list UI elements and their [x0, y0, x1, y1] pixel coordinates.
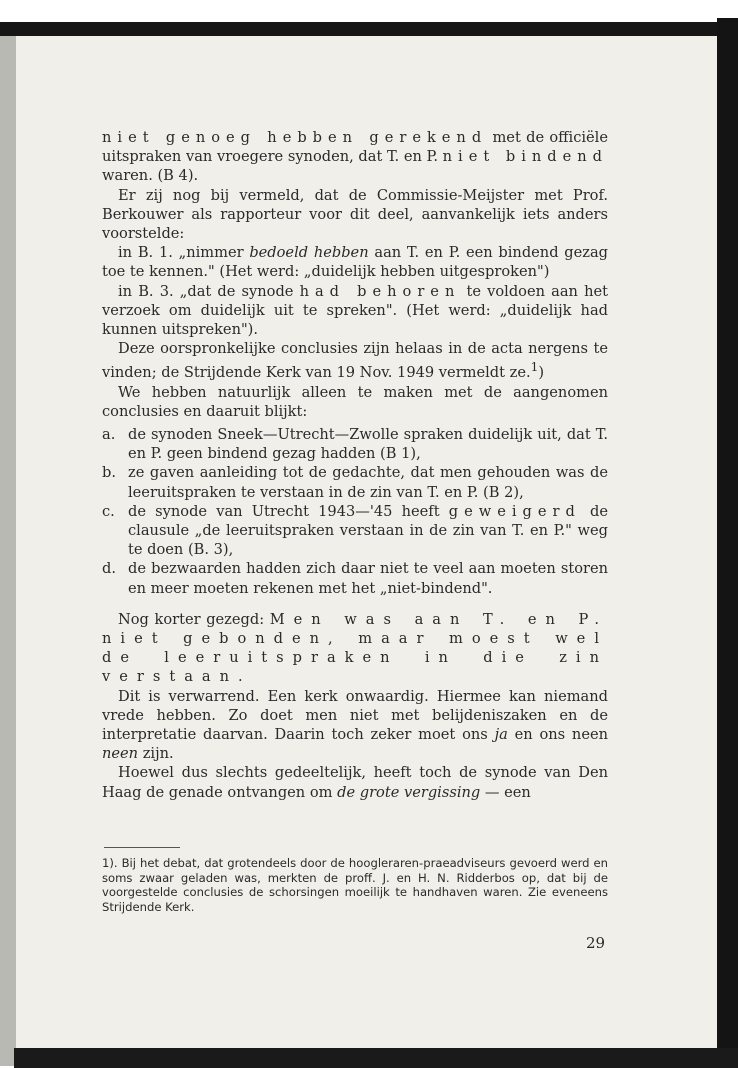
paragraph-2: Er zij nog bij vermeld, dat de Commissie-Meijster met Prof. Berkouwer als rapporteur voor dit deel, aanvankelijk iets anders voorstelde: [102, 186, 608, 243]
text-run: Dit is verwarrend. Een kerk onwaardig. Hiermee kan niemand vrede hebben. Zo doet men niet met belijdeniszaken en de interpretatie daarvan. Daarin toch zeker moet ons [102, 687, 608, 743]
paragraph-4 [102, 282, 608, 340]
italic-text: de grote vergissing [337, 783, 481, 801]
paragraph-9 [102, 763, 608, 801]
text-run: de clausule „de leeruitspraken verstaan in de zin van T. en P." weg te doen (B. 3), [128, 502, 608, 559]
text-run: aan T. en P. een bindend gezag toe te kennen." (Het werd: „duidelijk hebben uitgesproken") [102, 244, 609, 281]
list-text: de bezwaarden hadden zich daar niet te veel aan moeten storen en meer moeten rekenen met het „niet-bindend". [128, 560, 608, 597]
list-text: ze gaven aanleiding tot de gedachte, dat men gehouden was de leeruitspraken te verstaan in de zin van T. en P. (B 2), [128, 464, 608, 501]
spaced-text: had behoren [299, 282, 461, 300]
spaced-text: niet bindend [442, 148, 608, 166]
spaced-text: niet genoeg hebben gerekend [102, 129, 488, 146]
italic-text: neen [102, 745, 139, 763]
text-run: de synode van Utrecht 1943—'45 heeft [128, 502, 449, 520]
text-run: Nog korter gezegd: [118, 610, 270, 628]
footnote-rule [104, 847, 180, 848]
footnote [102, 856, 608, 914]
text-run: te voldoen aan het verzoek om duidelijk uit te spreken". (Het werd: „duidelijk had kunnen uitspreken"). [102, 282, 608, 339]
text-run: Deze oorspronkelijke conclusies zijn helaas in de acta nergens te vinden; de Strijdende Kerk van 19 Nov. 1949 vermeldt ze. [102, 340, 608, 382]
scan-edge-top [0, 22, 738, 36]
paragraph-6: We hebben natuurlijk alleen te maken met de aangenomen conclusies en daaruit blijkt: [102, 383, 608, 420]
paragraph-3 [102, 243, 608, 281]
text-run: zijn. [138, 745, 174, 763]
text-run: Hoewel dus slechts gedeeltelijk, heeft toch de synode van Den Haag de genade ontvangen om [102, 764, 608, 801]
paragraph-1 [102, 128, 608, 186]
footnote-ref: 1 [530, 360, 539, 375]
text-run: met de officiële uitspraken van vroegere synoden, dat T. en P. [102, 129, 608, 166]
scan-edge-left [0, 36, 16, 1066]
footnote-text [102, 856, 608, 914]
footnote-marker: 1). [102, 856, 118, 870]
list-item [102, 425, 608, 463]
list-label: a. [102, 425, 116, 443]
spaced-text: Men was aan T. en P. niet gebonden, maar moest wel de leeruitspraken in die zin verstaan. [102, 610, 608, 686]
list-item [102, 463, 608, 501]
list-label: c. [102, 502, 115, 520]
list-item [102, 559, 608, 597]
paragraph-5: Deze oorspronkelijke conclusies zijn helaas in de acta nergens te vinden; de Strijdende Kerk van 19 Nov. 1949 vermeldt ze.$^1$) [102, 340, 608, 382]
page-number: 29 [586, 934, 606, 952]
spaced-text: geweigerd [448, 502, 581, 520]
text-run: waren. (B 4). [102, 167, 199, 185]
italic-text: ja [494, 725, 508, 743]
body-text [102, 128, 608, 802]
list-text: de synoden Sneek—Utrecht—Zwolle spraken duidelijk uit, dat T. en P. geen bindend gezag hadden (B 1), [128, 425, 608, 463]
italic-text: bedoeld hebben [249, 244, 369, 262]
text-run: en ons neen [507, 725, 609, 743]
paragraph-8 [102, 687, 608, 764]
text-run: — een [480, 783, 531, 801]
scan-edge-bottom [14, 1048, 738, 1068]
list-label: d. [102, 560, 116, 578]
paragraph-7 [102, 610, 608, 687]
text-run: in B. 1. „nimmer [118, 244, 250, 262]
text-run: in B. 3. „dat de synode [118, 282, 300, 300]
scan-edge-right [717, 18, 738, 1058]
list-text [128, 502, 608, 560]
list-label: b. [102, 464, 116, 482]
text-run: Bij het debat, dat grotendeels door de hoogleraren-praeadviseurs gevoerd werd en soms zwaar geladen was, merkten de proff. J. en H. N. Ridderbos op, dat bij de voorgestelde conclusies de schorsingen moeilijk te handhaven waren. Zie eveneens Strijdende Kerk. [102, 856, 608, 914]
list-item [102, 502, 608, 560]
spacer [102, 598, 608, 610]
